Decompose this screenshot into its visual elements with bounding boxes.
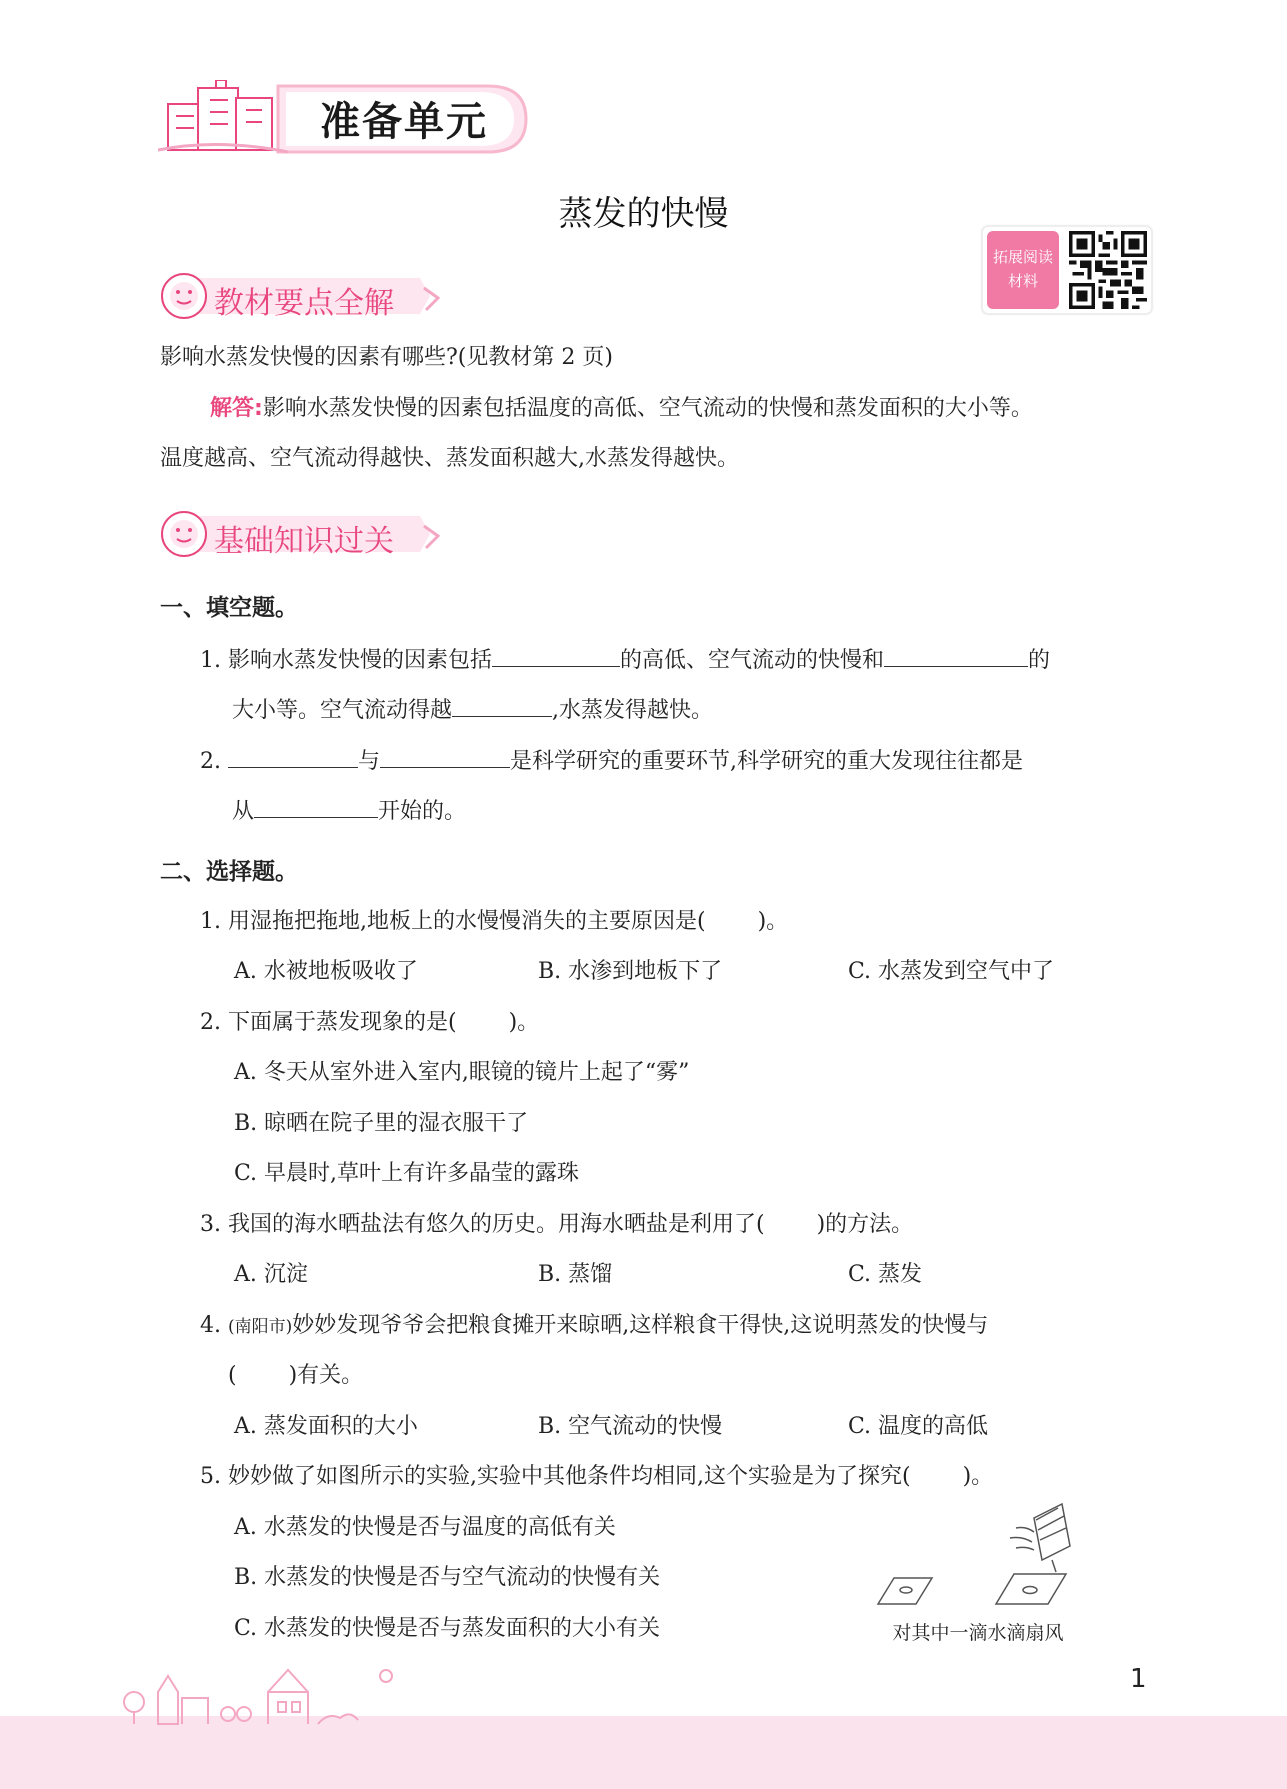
answer-blank[interactable] [452,694,552,717]
choice-q5-stem-b: )。 [962,1464,994,1489]
answer-blank[interactable] [254,795,378,818]
choice-q2-option-a[interactable]: A. 冬天从室外进入室内,眼镜的镜片上起了“雾” [234,1060,690,1085]
question-number: 3. [200,1212,221,1237]
unit-title: 准备单元 [320,99,488,145]
choice-q1-stem-b: )。 [757,909,789,934]
choice-q5-option-a[interactable]: A. 水蒸发的快慢是否与温度的高低有关 [234,1515,616,1540]
section-heading-label: 基础知识过关 [214,524,394,559]
figure-caption: 对其中一滴水滴扇风 [892,1622,1064,1644]
choice-q4-stem-b2: )有关。 [288,1363,364,1388]
choice-q1-option-a[interactable]: A. 水被地板吸收了 [234,959,418,984]
answer-text-1: 影响水蒸发快慢的因素包括温度的高低、空气流动的快慢和蒸发面积的大小等。 [262,396,1033,421]
choice-q1-option-c[interactable]: C. 水蒸发到空气中了 [848,959,1055,984]
fill-title: 一、填空题。 [160,595,298,621]
answer-blank[interactable] [380,745,510,768]
fill-q1-text-c: 的 [1028,648,1051,673]
question-text: 影响水蒸发快慢的因素有哪些?(见教材第 2 页) [160,345,613,370]
qr-label-line2: 材料 [1007,272,1038,290]
choice-q4-stem-b1: ( [228,1363,237,1388]
fill-q1-text-b: 的高低、空气流动的快慢和 [620,648,885,673]
choice-q4-stem-a: 妙妙发现爷爷会把粮食摊开来晾晒,这样粮食干得快,这说明蒸发的快慢与 [292,1313,989,1338]
question-number: 4. [200,1313,221,1338]
choice-q5-option-c[interactable]: C. 水蒸发的快慢是否与蒸发面积的大小有关 [234,1616,661,1641]
choice-q1-stem [200,907,788,937]
choice-q2-stem-a: 下面属于蒸发现象的是( [228,1010,457,1035]
choice-q4-option-a[interactable]: A. 蒸发面积的大小 [234,1414,418,1439]
fan-experiment-figure [866,1498,1086,1608]
choice-q4-option-b[interactable]: B. 空气流动的快慢 [538,1414,723,1439]
qr-label [987,231,1059,309]
fill-q1-text-e: ,水蒸发得越快。 [552,698,714,723]
section-heading-key-points [158,270,448,322]
footer-band [0,1716,1287,1789]
fill-q2-text-b: 是科学研究的重要环节,科学研究的重大发现往往都是 [510,749,1024,774]
choice-q2-option-b[interactable]: B. 晾晒在院子里的湿衣服干了 [234,1111,529,1136]
lesson-title: 蒸发的快慢 [558,194,729,234]
choice-q5-stem-a: 妙妙做了如图所示的实验,实验中其他条件均相同,这个实验是为了探究( [228,1464,911,1489]
choice-q2-stem [200,1008,539,1038]
fill-q1-text-d: 大小等。空气流动得越 [232,698,453,723]
choice-q2-option-c[interactable]: C. 早晨时,草叶上有许多晶莹的露珠 [234,1161,580,1186]
question-number: 1. [200,909,221,934]
fill-q2-text-d: 开始的。 [378,799,467,824]
fill-q2-line1 [200,745,1023,777]
unit-badge [158,80,530,158]
question-number: 5. [200,1464,221,1489]
question-number: 1. [200,648,221,673]
question-source: (南阳市) [228,1317,293,1337]
fill-q1-line1 [200,644,1050,676]
fill-q1-text-a: 影响水蒸发快慢的因素包括 [228,648,493,673]
choice-q3-option-a[interactable]: A. 沉淀 [234,1262,308,1287]
section-heading-label: 教材要点全解 [214,286,394,321]
question-number: 2. [200,749,221,774]
question-number: 2. [200,1010,221,1035]
fill-q2-line2 [232,795,466,827]
qr-block[interactable] [982,226,1152,314]
qr-label-line1: 拓展阅读 [992,248,1053,266]
town-decoration-icon [118,1662,418,1726]
answer-label: 解答: [210,396,263,421]
choice-q3-option-c[interactable]: C. 蒸发 [848,1262,923,1287]
choice-q3-stem [200,1210,913,1240]
choice-q5-option-b[interactable]: B. 水蒸发的快慢是否与空气流动的快慢有关 [234,1565,661,1590]
choice-q2-stem-b: )。 [508,1010,540,1035]
answer-line-1 [210,394,1033,424]
choice-q3-stem-a: 我国的海水晒盐法有悠久的历史。用海水晒盐是利用了( [228,1212,765,1237]
choice-q1-stem-a: 用湿拖把拖地,地板上的水慢慢消失的主要原因是( [228,909,706,934]
choice-q4-stem [200,1311,988,1342]
choice-title: 二、选择题。 [160,859,298,885]
answer-line-2: 温度越高、空气流动得越快、蒸发面积越大,水蒸发得越快。 [160,446,739,471]
choice-q4-stem-line2 [228,1361,363,1391]
fill-q1-line2 [232,694,713,726]
answer-blank[interactable] [228,745,358,768]
choice-q5-stem [200,1462,993,1492]
choice-q3-option-b[interactable]: B. 蒸馏 [538,1262,613,1287]
fill-q2-text-c: 从 [232,799,255,824]
section-heading-basics [158,508,448,560]
answer-blank[interactable] [492,644,620,667]
choice-q4-option-c[interactable]: C. 温度的高低 [848,1414,989,1439]
choice-q3-stem-b: )的方法。 [816,1212,914,1237]
fill-q2-text-a: 与 [358,749,381,774]
answer-blank[interactable] [884,644,1028,667]
qr-code-icon[interactable] [1069,231,1147,309]
page-number: 1 [1130,1664,1147,1694]
choice-q1-option-b[interactable]: B. 水渗到地板下了 [538,959,723,984]
